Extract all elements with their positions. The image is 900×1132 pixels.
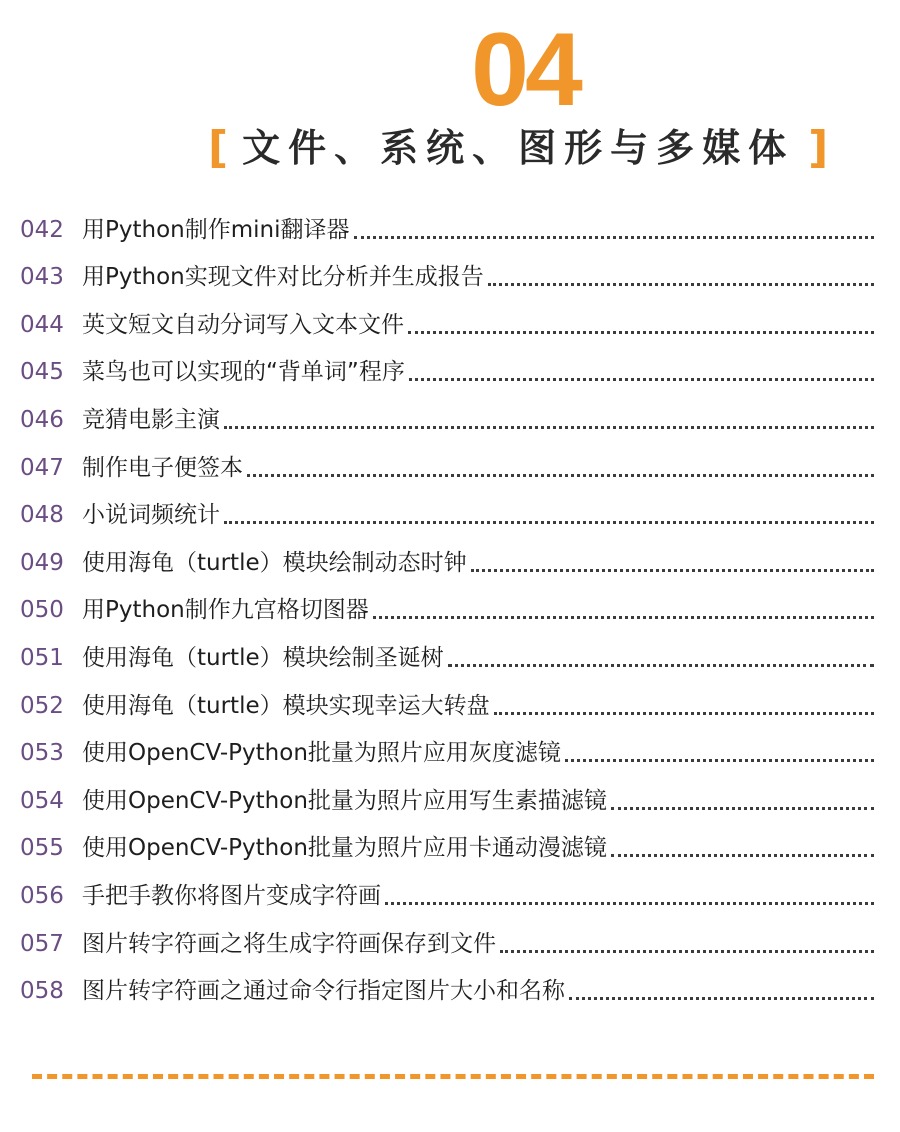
- toc-item[interactable]: [20, 252, 874, 300]
- toc-item-title: 使用OpenCV-Python批量为照片应用卡通动漫滤镜: [82, 835, 607, 862]
- toc-item-title: 用Python制作mini翻译器: [82, 216, 350, 243]
- toc-item-number: 058: [20, 978, 64, 1005]
- dashed-divider: [32, 1074, 874, 1079]
- dotted-leader: [611, 854, 874, 857]
- toc-item-title: 使用OpenCV-Python批量为照片应用写生素描滤镜: [82, 787, 607, 814]
- dotted-leader: [500, 950, 874, 953]
- toc-item[interactable]: [20, 918, 874, 966]
- toc-item[interactable]: [20, 299, 874, 347]
- chapter-number: 04: [471, 12, 579, 128]
- toc-item[interactable]: [20, 632, 874, 680]
- right-bracket-icon: ]: [808, 122, 829, 173]
- toc-item[interactable]: [20, 585, 874, 633]
- toc-item-title: 竞猜电影主演: [82, 406, 220, 433]
- toc-item-number: 044: [20, 311, 64, 338]
- dotted-leader: [569, 997, 874, 1000]
- toc-item[interactable]: [20, 870, 874, 918]
- toc-item-number: 054: [20, 787, 64, 814]
- toc-item-title: 小说词频统计: [82, 502, 220, 529]
- toc-item[interactable]: [20, 394, 874, 442]
- toc-item-title: 使用海龟（turtle）模块实现幸运大转盘: [82, 692, 490, 719]
- toc-item-number: 052: [20, 692, 64, 719]
- toc-item-number: 046: [20, 406, 64, 433]
- toc-item-title: 图片转字符画之通过命令行指定图片大小和名称: [82, 978, 565, 1005]
- toc-item-number: 045: [20, 359, 64, 386]
- toc-item-title: 制作电子便签本: [82, 454, 243, 481]
- toc-item-number: 055: [20, 835, 64, 862]
- toc-item-title: 使用海龟（turtle）模块绘制动态时钟: [82, 549, 467, 576]
- toc-item[interactable]: [20, 680, 874, 728]
- table-of-contents: [20, 204, 874, 1013]
- toc-item-number: 056: [20, 882, 64, 909]
- toc-item[interactable]: [20, 823, 874, 871]
- toc-item[interactable]: [20, 347, 874, 395]
- toc-item-number: 051: [20, 644, 64, 671]
- dotted-leader: [373, 616, 874, 619]
- toc-item[interactable]: [20, 442, 874, 490]
- dotted-leader: [354, 236, 875, 239]
- toc-item-number: 043: [20, 264, 64, 291]
- toc-item-number: 049: [20, 549, 64, 576]
- toc-item[interactable]: [20, 204, 874, 252]
- dotted-leader: [385, 902, 874, 905]
- toc-item-number: 042: [20, 216, 64, 243]
- dotted-leader: [488, 283, 874, 286]
- dotted-leader: [448, 664, 874, 667]
- toc-item[interactable]: [20, 490, 874, 538]
- dotted-leader: [565, 759, 874, 762]
- toc-item-number: 047: [20, 454, 64, 481]
- dotted-leader: [471, 569, 874, 572]
- toc-item-number: 057: [20, 930, 64, 957]
- toc-item-title: 使用OpenCV-Python批量为照片应用灰度滤镜: [82, 740, 561, 767]
- toc-item-number: 053: [20, 740, 64, 767]
- toc-item-title: 用Python实现文件对比分析并生成报告: [82, 264, 484, 291]
- chapter-title-text: 文件、系统、图形与多媒体: [242, 125, 795, 170]
- toc-item[interactable]: [20, 966, 874, 1014]
- left-bracket-icon: [: [208, 122, 229, 173]
- toc-item-title: 使用海龟（turtle）模块绘制圣诞树: [82, 644, 444, 671]
- dotted-leader: [408, 331, 874, 334]
- toc-item-title: 手把手教你将图片变成字符画: [82, 882, 381, 909]
- toc-item[interactable]: [20, 728, 874, 776]
- toc-item-number: 048: [20, 502, 64, 529]
- toc-item-title: 图片转字符画之将生成字符画保存到文件: [82, 930, 496, 957]
- dotted-leader: [224, 521, 874, 524]
- dotted-leader: [611, 807, 874, 810]
- toc-item[interactable]: [20, 537, 874, 585]
- chapter-title: [208, 118, 848, 178]
- toc-item-title: 菜鸟也可以实现的“背单词”程序: [82, 359, 405, 386]
- toc-item-title: 用Python制作九宫格切图器: [82, 597, 369, 624]
- dotted-leader: [494, 712, 874, 715]
- toc-item[interactable]: [20, 775, 874, 823]
- dotted-leader: [224, 426, 874, 429]
- toc-item-title: 英文短文自动分词写入文本文件: [82, 311, 404, 338]
- dotted-leader: [409, 378, 874, 381]
- toc-item-number: 050: [20, 597, 64, 624]
- dotted-leader: [247, 474, 874, 477]
